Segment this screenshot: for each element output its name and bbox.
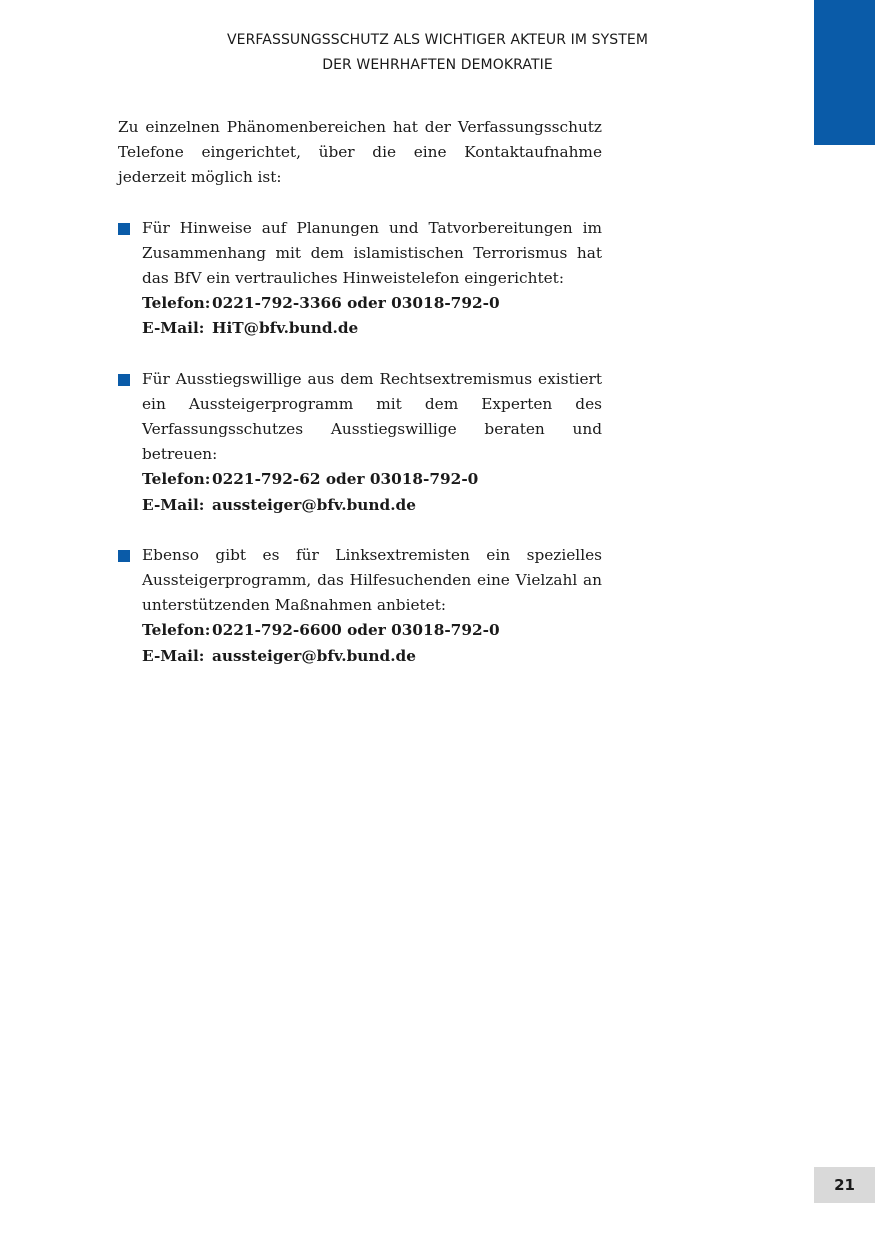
phone-number: 0221-792-6600 oder 03018-792-0: [212, 621, 500, 640]
phone-number: 0221-792-3366 oder 03018-792-0: [212, 294, 500, 313]
header-line-1: VERFASSUNGSSCHUTZ ALS WICHTIGER AKTEUR IM SYSTEM: [226, 32, 649, 48]
email-address[interactable]: aussteiger@bfv.bund.de: [212, 646, 416, 665]
list-item-text: Für Ausstiegswillige aus dem Rechtsextremismus existiert ein Aussteigerprogramm mit dem Experten des Verfassungsschutzes Ausstiegswillige beraten und betreuen:: [142, 369, 602, 464]
phone-line: [142, 291, 602, 316]
header-line-2: DER WEHRHAFTEN DEMOKRATIE: [322, 57, 553, 73]
list-item: [118, 216, 602, 342]
phone-label: Telefon:: [142, 621, 211, 640]
square-bullet-icon: [118, 374, 130, 386]
page-number: 21: [814, 1167, 875, 1203]
email-line: [142, 644, 602, 669]
email-label: E-Mail:: [142, 319, 205, 338]
email-line: [142, 493, 602, 518]
email-label: E-Mail:: [142, 495, 205, 514]
section-color-tab: [814, 0, 875, 145]
phone-number: 0221-792-62 oder 03018-792-0: [212, 470, 479, 489]
square-bullet-icon: [118, 223, 130, 235]
phone-line: [142, 467, 602, 492]
list-item-text: Für Hinweise auf Planungen und Tatvorbereitungen im Zusammenhang mit dem islamistischen Terrorismus hat das BfV ein vertrauliches Hinweistelefon eingerichtet:: [142, 218, 602, 288]
list-item: [118, 543, 602, 669]
email-address[interactable]: aussteiger@bfv.bund.de: [212, 495, 416, 514]
phone-line: [142, 618, 602, 643]
email-address[interactable]: HiT@bfv.bund.de: [212, 319, 359, 338]
square-bullet-icon: [118, 550, 130, 562]
list-item-text: Ebenso gibt es für Linksextremisten ein spezielles Aussteigerprogramm, das Hilfesuchenden eine Vielzahl an unterstützenden Maßnahmen anbietet:: [142, 545, 602, 615]
email-line: [142, 316, 602, 341]
main-content: [118, 115, 602, 669]
email-label: E-Mail:: [142, 646, 205, 665]
intro-paragraph: Zu einzelnen Phänomenbereichen hat der Verfassungsschutz Telefone eingerichtet, über die eine Kontaktaufnahme jederzeit möglich ist:: [118, 118, 602, 187]
phone-label: Telefon:: [142, 470, 211, 489]
phone-label: Telefon:: [142, 294, 211, 313]
running-header: [150, 28, 725, 78]
list-item: [118, 367, 602, 518]
